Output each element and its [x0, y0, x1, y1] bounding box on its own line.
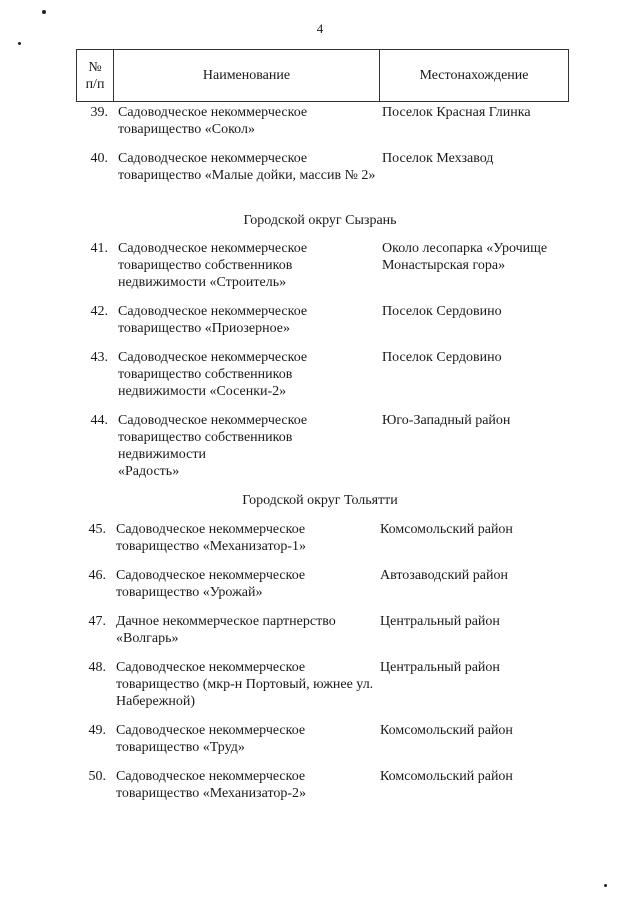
item-location: Около лесопарка «Урочище Монастырская гора» [382, 241, 548, 273]
item-location: Комсомольский район [380, 769, 513, 784]
item-name: Садоводческое некоммерческое товарищество собственников недвижимости «Сосенки-2» [118, 350, 308, 399]
item-name: Садоводческое некоммерческое товарищество собственников недвижимости «Радость» [118, 413, 308, 479]
item-number: 45. [88, 522, 106, 537]
item-number: 46. [88, 568, 106, 583]
item-name: Садоводческое некоммерческое товарищество собственников недвижимости «Строитель» [118, 241, 308, 290]
column-header-name: Наименование [114, 50, 380, 102]
column-header-number: № п/п [77, 50, 114, 102]
item-location: Комсомольский район [380, 522, 513, 537]
item-number: 47. [88, 614, 106, 629]
item-name: Садоводческое некоммерческое товарищество «Приозерное» [118, 304, 308, 336]
item-name: Дачное некоммерческое партнерство «Волгарь» [116, 614, 336, 646]
item-number: 50. [88, 769, 106, 784]
item-location: Центральный район [380, 660, 500, 675]
section-heading: Городской округ Сызрань [243, 213, 397, 228]
section-heading: Городской округ Тольятти [242, 493, 398, 508]
item-location: Центральный район [380, 614, 500, 629]
item-number: 49. [88, 723, 106, 738]
table-header [76, 49, 569, 102]
item-number: 39. [90, 105, 108, 120]
item-name: Садоводческое некоммерческое товарищество «Урожай» [116, 568, 306, 600]
item-name: Садоводческое некоммерческое товарищество «Механизатор-2» [116, 769, 307, 801]
item-location: Поселок Сердовино [382, 350, 502, 365]
item-number: 40. [90, 151, 108, 166]
item-number: 43. [90, 350, 108, 365]
item-name: Садоводческое некоммерческое товарищество «Малые дойки, массив № 2» [118, 151, 376, 183]
item-number: 42. [90, 304, 108, 319]
item-number: 41. [90, 241, 108, 256]
scan-speck [42, 10, 46, 14]
item-name: Садоводческое некоммерческое товарищество «Труд» [116, 723, 306, 755]
item-name: Садоводческое некоммерческое товарищество (мкр-н Портовый, южнее ул. Набережной) [116, 660, 374, 709]
page-number: 4 [316, 21, 324, 36]
item-location: Юго-Западный район [382, 413, 511, 428]
column-header-location: Местонахождение [380, 50, 569, 102]
item-name: Садоводческое некоммерческое товарищество «Сокол» [118, 105, 308, 137]
item-number: 44. [90, 413, 108, 428]
item-number: 48. [88, 660, 106, 675]
item-location: Поселок Красная Глинка [382, 105, 531, 120]
item-location: Автозаводский район [380, 568, 508, 583]
scan-speck [604, 884, 607, 887]
item-name: Садоводческое некоммерческое товарищество «Механизатор-1» [116, 522, 307, 554]
item-location: Поселок Сердовино [382, 304, 502, 319]
item-location: Комсомольский район [380, 723, 513, 738]
scan-speck [18, 42, 21, 45]
item-location: Поселок Мехзавод [382, 151, 494, 166]
